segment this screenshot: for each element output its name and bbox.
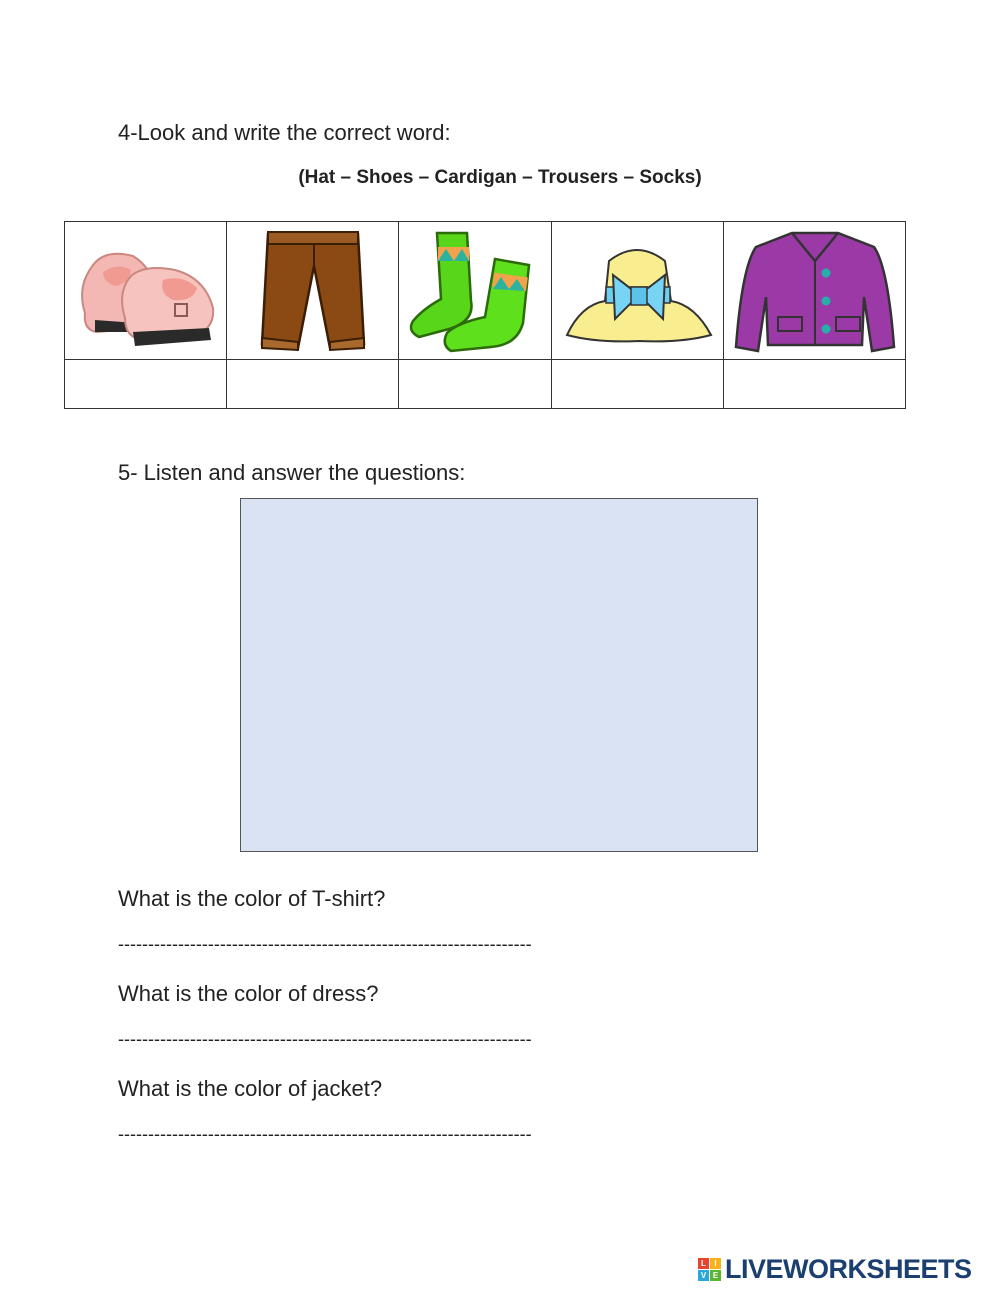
answer-box-shoes[interactable]: [65, 360, 227, 409]
answer-box-cardigan[interactable]: [724, 360, 906, 409]
socks-cell: [399, 222, 552, 360]
hat-icon: [561, 231, 715, 351]
question-3: What is the color of jacket?: [118, 1076, 383, 1101]
logo-letter-i: I: [710, 1258, 721, 1269]
trousers-icon: [254, 226, 372, 356]
logo-letter-v: V: [698, 1270, 709, 1281]
question-1: What is the color of T-shirt?: [118, 886, 386, 911]
exercise-4-heading: 4-Look and write the correct word:: [118, 120, 451, 145]
answers-row: [65, 360, 906, 409]
shoes-icon: [73, 228, 219, 353]
answer-box-socks[interactable]: [399, 360, 552, 409]
cardigan-cell: [724, 222, 906, 360]
word-list: (Hat – Shoes – Cardigan – Trousers – Socks): [298, 167, 702, 188]
pictures-row: [65, 222, 906, 360]
logo-letter-e: E: [710, 1270, 721, 1281]
answer-box-trousers[interactable]: [227, 360, 399, 409]
exercise-5-heading: 5- Listen and answer the questions:: [118, 460, 466, 485]
answer-box-hat[interactable]: [552, 360, 724, 409]
socks-icon: [405, 225, 545, 357]
hat-cell: [552, 222, 724, 360]
listening-box[interactable]: [240, 498, 758, 852]
shoes-cell: [65, 222, 227, 360]
cardigan-icon: [734, 227, 896, 355]
question-2: What is the color of dress?: [118, 981, 379, 1006]
clothes-table: [64, 221, 906, 409]
answer-line-2[interactable]: ---------------------------------------------------------------------: [118, 1029, 532, 1049]
liveworksheets-logo: [698, 1254, 972, 1285]
trousers-cell: [227, 222, 399, 360]
answer-line-3[interactable]: ---------------------------------------------------------------------: [118, 1124, 532, 1144]
logo-grid-icon: [698, 1258, 721, 1281]
logo-text: LIVEWORKSHEETS: [725, 1254, 972, 1284]
answer-line-1[interactable]: ---------------------------------------------------------------------: [118, 934, 532, 954]
logo-letter-l: L: [698, 1258, 709, 1269]
